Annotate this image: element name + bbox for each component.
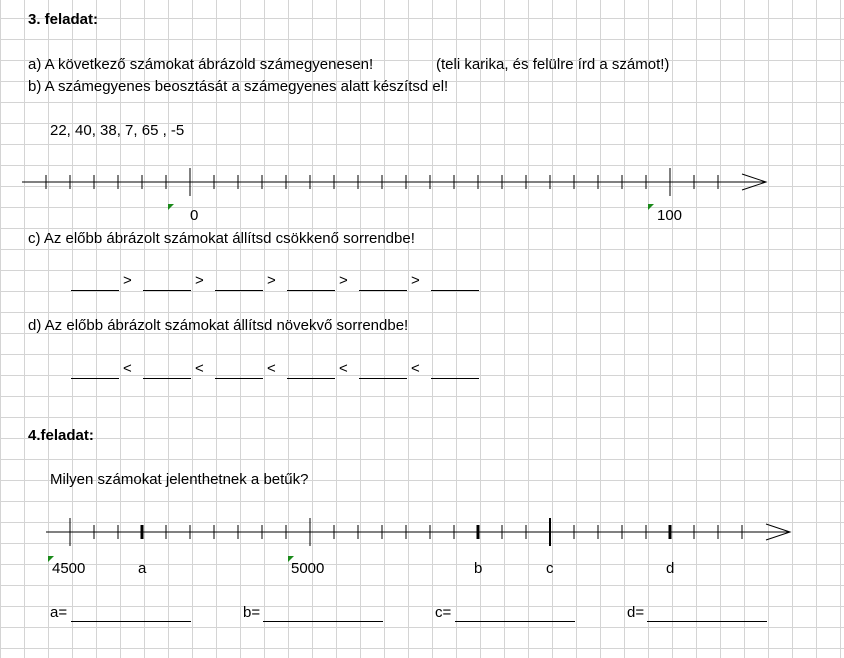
axis-label-4500: 4500: [52, 560, 86, 577]
comparison-symbol: <: [411, 360, 420, 377]
answer-b-label: b=: [243, 604, 261, 621]
comparison-symbol: >: [411, 272, 420, 289]
comment-marker: [168, 204, 174, 210]
comparison-symbol: <: [267, 360, 276, 377]
task3-instruction-b: b) A számegyenes beosztását a számegyenes alatt készítsd el!: [28, 78, 449, 95]
answer-blank[interactable]: [143, 290, 191, 291]
task3-heading: 3. feladat:: [28, 11, 99, 28]
answer-blank[interactable]: [71, 290, 119, 291]
axis-label-5000: 5000: [291, 560, 325, 577]
comparison-symbol: >: [339, 272, 348, 289]
axis-label-c: c: [546, 560, 554, 577]
answer-blank[interactable]: [431, 290, 479, 291]
axis-label-d: d: [666, 560, 675, 577]
comment-marker: [648, 204, 654, 210]
answer-c-label: c=: [435, 604, 452, 621]
task3-instruction-a: a) A következő számokat ábrázold számegyenesen!: [28, 56, 374, 73]
answer-blank[interactable]: [143, 378, 191, 379]
answer-blank[interactable]: [287, 290, 335, 291]
axis-label-b: b: [474, 560, 483, 577]
answer-d-field[interactable]: [647, 621, 767, 622]
comparison-symbol: >: [123, 272, 132, 289]
comparison-symbol: >: [195, 272, 204, 289]
task3-number-line: [0, 168, 844, 198]
comparison-symbol: <: [339, 360, 348, 377]
answer-c-field[interactable]: [455, 621, 575, 622]
axis-label-a: a: [138, 560, 147, 577]
task3-instruction-a-note: (teli karika, és felülre írd a számot!): [436, 56, 670, 73]
comparison-symbol: >: [267, 272, 276, 289]
answer-d-label: d=: [627, 604, 645, 621]
answer-blank[interactable]: [359, 290, 407, 291]
answer-blank[interactable]: [71, 378, 119, 379]
answer-a-field[interactable]: [71, 621, 191, 622]
task4-question: Milyen számokat jelenthetnek a betűk?: [50, 471, 309, 488]
task3-instruction-c: c) Az előbb ábrázolt számokat állítsd csökkenő sorrendbe!: [28, 230, 415, 247]
answer-blank[interactable]: [431, 378, 479, 379]
answer-a-label: a=: [50, 604, 68, 621]
answer-blank[interactable]: [287, 378, 335, 379]
axis-label-zero: 0: [190, 207, 199, 224]
answer-blank[interactable]: [359, 378, 407, 379]
answer-blank[interactable]: [215, 290, 263, 291]
task4-number-line: [0, 518, 844, 548]
comparison-symbol: <: [123, 360, 132, 377]
axis-label-hundred: 100: [657, 207, 683, 224]
answer-b-field[interactable]: [263, 621, 383, 622]
task4-heading: 4.feladat:: [28, 427, 94, 444]
task3-instruction-d: d) Az előbb ábrázolt számokat állítsd növekvő sorrendbe!: [28, 317, 409, 334]
comparison-symbol: <: [195, 360, 204, 377]
task3-numbers: 22, 40, 38, 7, 65 , -5: [50, 122, 185, 139]
answer-blank[interactable]: [215, 378, 263, 379]
